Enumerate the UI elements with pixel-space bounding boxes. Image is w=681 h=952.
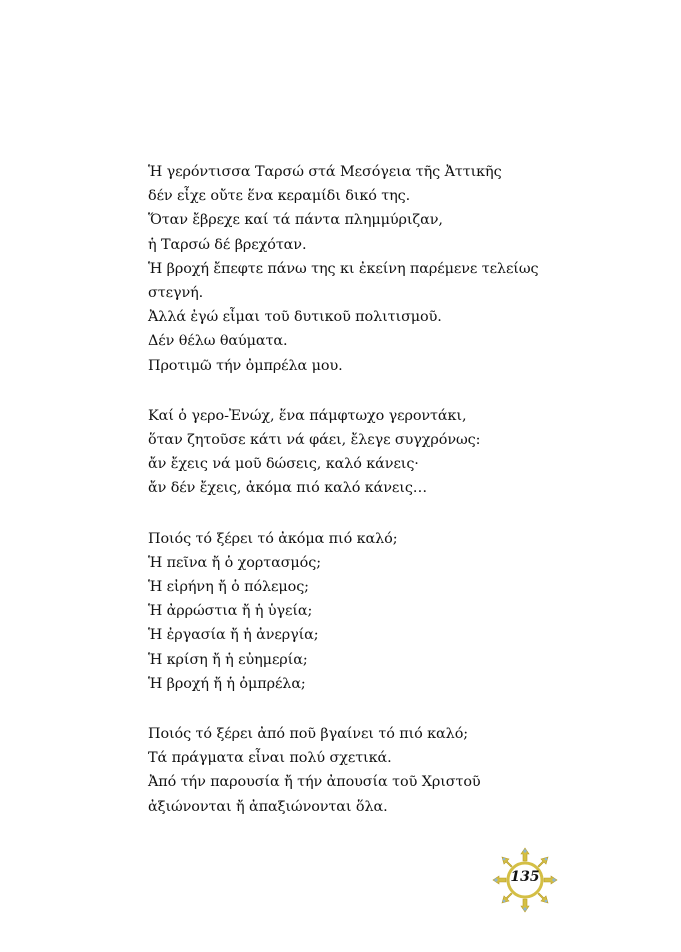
poem-line: Ἀπό τήν παρουσία ἤ τήν ἀπουσία τοῦ Χριστοῦ (148, 774, 481, 791)
poem-line: Ἡ πεῖνα ἤ ὁ χορτασμός; (148, 554, 321, 571)
stanza-3 (148, 527, 618, 696)
poem-line: Ποιός τό ξέρει τό ἀκόμα πιό καλό; (148, 530, 398, 547)
poem-line: Ὅταν ἔβρεχε καί τά πάντα πλημμύριζαν, (148, 212, 443, 229)
poem-line: Προτιμῶ τήν ὀμπρέλα μου. (148, 357, 343, 374)
poem-line: Ἡ βροχή ἔπεφτε πάνω της κι ἐκείνη παρέμενε τελείως (148, 260, 539, 277)
poem-line: Ἡ βροχή ἤ ἡ ὀμπρέλα; (148, 675, 306, 692)
poem-line: Ἡ ἐργασία ἤ ἡ ἀνεργία; (148, 627, 319, 644)
poem-line: Καί ὁ γερο-Ἐνώχ, ἕνα πάμφτωχο γεροντάκι, (148, 407, 467, 424)
poem-line: Δέν θέλω θαύματα. (148, 333, 288, 350)
poem-line: Ἡ ἀρρώστια ἤ ἡ ὑγεία; (148, 603, 313, 620)
poem-line: Ἡ εἰρήνη ἤ ὁ πόλεμος; (148, 579, 309, 596)
poem-line: Ἡ γερόντισσα Ταρσώ στά Μεσόγεια τῆς Ἀττικῆς (148, 164, 502, 180)
poem-line: Ἀλλά ἐγώ εἶμαι τοῦ δυτικοῦ πολιτισμοῦ. (148, 309, 442, 326)
poem-line: ἄν ἔχεις νά μοῦ δώσεις, καλό κάνεις· (148, 456, 419, 473)
poem-line: ἡ Ταρσώ δέ βρεχόταν. (148, 236, 307, 253)
page-number: 135 (510, 869, 540, 885)
poem-line: ἀξιώνονται ἤ ἀπαξιώνονται ὅλα. (148, 798, 388, 815)
stanza-2 (148, 404, 618, 501)
poem-line: δέν εἶχε οὔτε ἕνα κεραμίδι δικό της. (148, 188, 411, 205)
poem-line: Ποιός τό ξέρει ἀπό ποῦ βγαίνει τό πιό καλό; (148, 726, 469, 743)
poem-line: ἄν δέν ἔχεις, ἀκόμα πιό καλό κάνεις… (148, 480, 428, 497)
poem-line: ὅταν ζητοῦσε κάτι νά φάει, ἔλεγε συγχρόνως: (148, 432, 481, 449)
page-number-badge (491, 846, 559, 914)
poem-body (148, 160, 618, 845)
stanza-4 (148, 722, 618, 819)
stanza-1 (148, 160, 618, 378)
poem-line: Τά πράγματα εἶναι πολύ σχετικά. (148, 750, 392, 767)
poem-line: στεγνή. (148, 285, 204, 302)
poem-line: Ἡ κρίση ἤ ἡ εὐημερία; (148, 651, 308, 668)
